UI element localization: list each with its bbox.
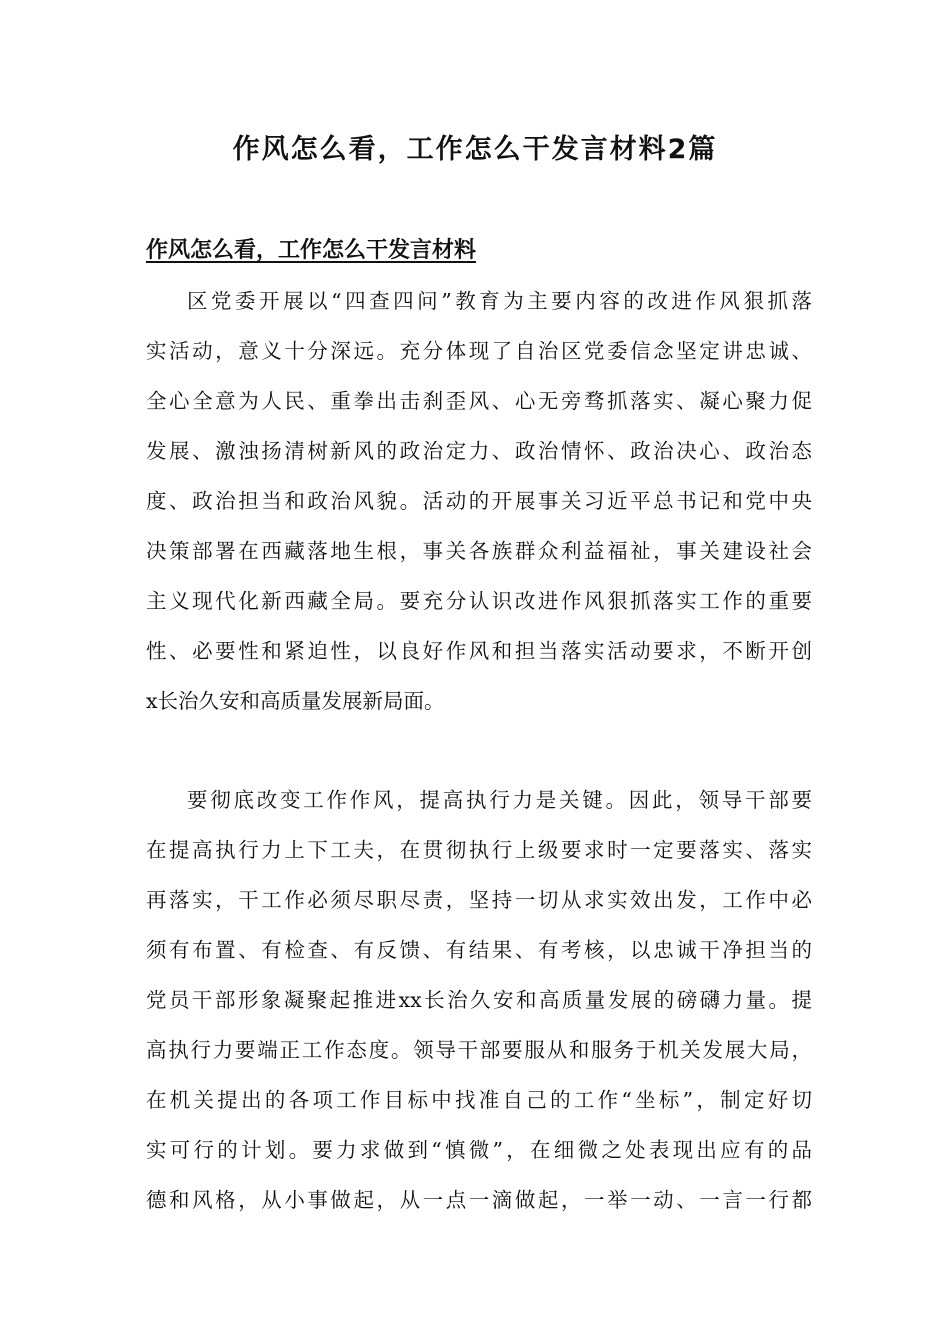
- paragraph-line: 在机关提出的各项工作目标中找准自己的工作“坐标”，制定好切: [146, 1088, 812, 1112]
- paragraph-line: 再落实，干工作必须尽职尽责，坚持一切从求实效出发，工作中必: [146, 888, 812, 912]
- paragraph-line: 发展、激浊扬清树新风的政治定力、政治情怀、政治决心、政治态: [146, 439, 812, 463]
- paragraph-line: 德和风格，从小事做起，从一点一滴做起，一举一动、一言一行都: [146, 1188, 812, 1212]
- paragraph-line: 高执行力要端正工作态度。领导干部要服从和服务于机关发展大局，: [146, 1038, 812, 1062]
- paragraph-line: 决策部署在西藏落地生根，事关各族群众利益福祉，事关建设社会: [146, 539, 812, 563]
- paragraph-line: x长治久安和高质量发展新局面。: [146, 689, 445, 713]
- paragraph-line: 主义现代化新西藏全局。要充分认识改进作风狠抓落实工作的重要: [146, 589, 812, 613]
- paragraph-line: 区党委开展以“四查四问”教育为主要内容的改进作风狠抓落: [187, 289, 812, 313]
- paragraph-line: 实可行的计划。要力求做到“慎微”，在细微之处表现出应有的品: [146, 1138, 812, 1162]
- paragraph-line: 须有布置、有检查、有反馈、有结果、有考核，以忠诚干净担当的: [146, 938, 812, 962]
- paragraph-line: 要彻底改变工作作风，提高执行力是关键。因此，领导干部要: [187, 788, 812, 812]
- paragraph-line: 党员干部形象凝聚起推进xx长治久安和高质量发展的磅礴力量。提: [146, 988, 812, 1012]
- paragraph-line: 度、政治担当和政治风貌。活动的开展事关习近平总书记和党中央: [146, 489, 812, 513]
- paragraph-line: 全心全意为人民、重拳出击刹歪风、心无旁骛抓落实、凝心聚力促: [146, 389, 812, 413]
- paragraph-line: 性、必要性和紧迫性，以良好作风和担当落实活动要求，不断开创: [146, 639, 812, 663]
- section-heading: 作风怎么看，工作怎么干发言材料: [146, 238, 477, 263]
- paragraph-line: 实活动，意义十分深远。充分体现了自治区党委信念坚定讲忠诚、: [146, 339, 812, 363]
- paragraph-line: 在提高执行力上下工夫，在贯彻执行上级要求时一定要落实、落实: [146, 838, 812, 862]
- document-title: 作风怎么看，工作怎么干发言材料2篇: [232, 134, 718, 165]
